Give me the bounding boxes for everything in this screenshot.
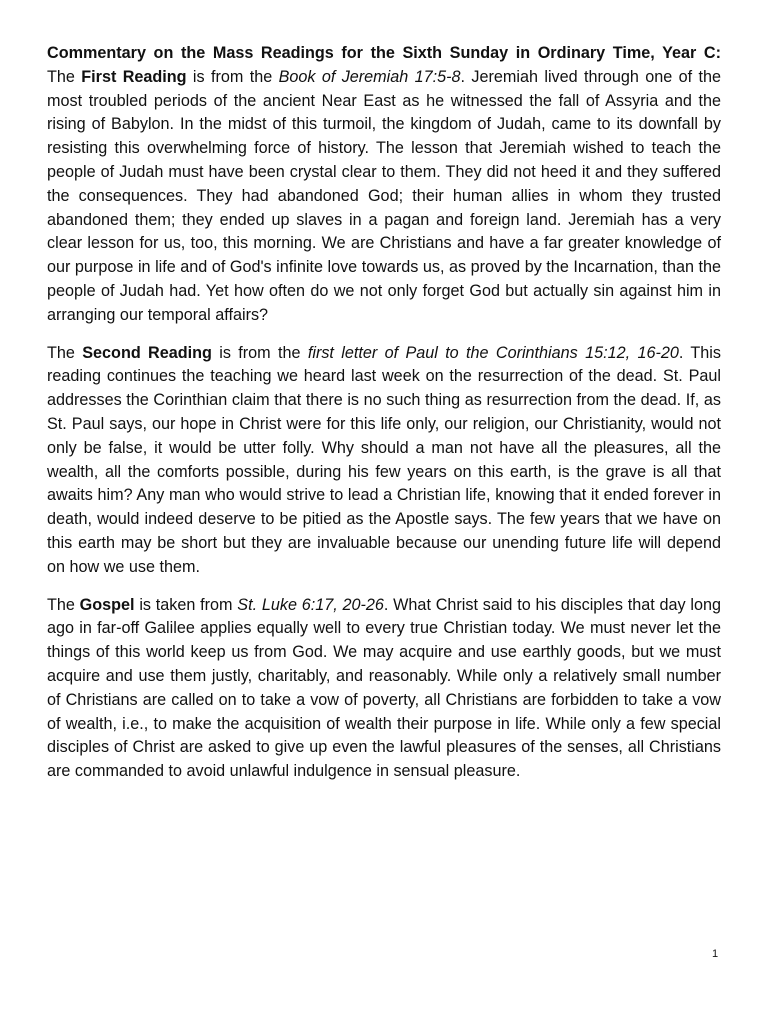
paragraph-lead: The [47, 67, 82, 86]
paragraph-body: . Jeremiah lived through one of the most troubled periods of the ancient Near East as he witnessed the fall of Assyria and the rising of Babylon. In the midst of this turmoil, the kingdom of Judah, came to its downfall by resisting this overwhelming force of history. The lesson that Jeremiah wished to teach the people of Judah must have been crystal clear to them. They did not heed it and they suffered the consequences. They had abandoned God; their human allies in whom they trusted abandoned them; they ended up slaves in a pagan and foreign land. Jeremiah has a very clear lesson for us, too, this morning. We are Christians and have a far greater knowledge of our purpose in life and of God's infinite love towards us, as proved by the Incarnation, than the people of Judah had. Yet how often do we not only forget God but actually sin against him in arranging our temporal affairs? [47, 67, 721, 324]
reading-label: Second Reading [82, 343, 212, 362]
paragraph-first-reading [47, 66, 721, 328]
scripture-reference: first letter of Paul to the Corinthians 15:12, 16-20 [307, 343, 679, 362]
document-page [47, 42, 721, 798]
reading-label: Gospel [79, 595, 135, 614]
paragraph-body: . This reading continues the teaching we heard last week on the resurrection of the dead. St. Paul addresses the Corinthian claim that there is no such thing as resurrection from the dead. If, as St. Paul says, our hope in Christ were for this life only, our religion, our Christianity, would not only be false, it would be utter folly. Why should a man not have all the pleasures, all the wealth, all the comforts possible, during his few years on this earth, is the grave is all that awaits him? Any man who would strive to lead a Christian life, knowing that it ended forever in death, would indeed deserve to be pitied as the Apostle says. The few years that we have on this earth may be short but they are invaluable because our unending future life will depend on how we use them. [47, 343, 721, 576]
paragraph-lead: The [47, 595, 80, 614]
scripture-reference: Book of Jeremiah 17:5-8 [278, 67, 461, 86]
paragraph-mid: is from the [211, 343, 308, 362]
paragraph-mid: is taken from [134, 595, 238, 614]
scripture-reference: St. Luke 6:17, 20-26 [237, 595, 384, 614]
paragraph-gospel [47, 594, 721, 784]
page-number: 1 [712, 948, 719, 960]
paragraph-second-reading [47, 342, 721, 580]
paragraph-mid: is from the [186, 67, 279, 86]
reading-label: First Reading [81, 67, 187, 86]
paragraph-lead: The [47, 343, 83, 362]
document-title: Commentary on the Mass Readings for the Sixth Sunday in Ordinary Time, Year C: [47, 44, 721, 62]
paragraph-body: . What Christ said to his disciples that day long ago in far-off Galilee applies equally well to every true Christian today. We must never let the things of this world keep us from God. We may acquire and use earthly goods, but we must acquire and use them justly, charitably, and reasonably. While only a relatively small number of Christians are called on to take a vow of poverty, all Christians are forbidden to take a vow of wealth, i.e., to make the acquisition of wealth their purpose in life. While only a few special disciples of Christ are asked to give up even the lawful pleasures of the senses, all Christians are commanded to avoid unlawful indulgence in sensual pleasure. [47, 595, 722, 781]
